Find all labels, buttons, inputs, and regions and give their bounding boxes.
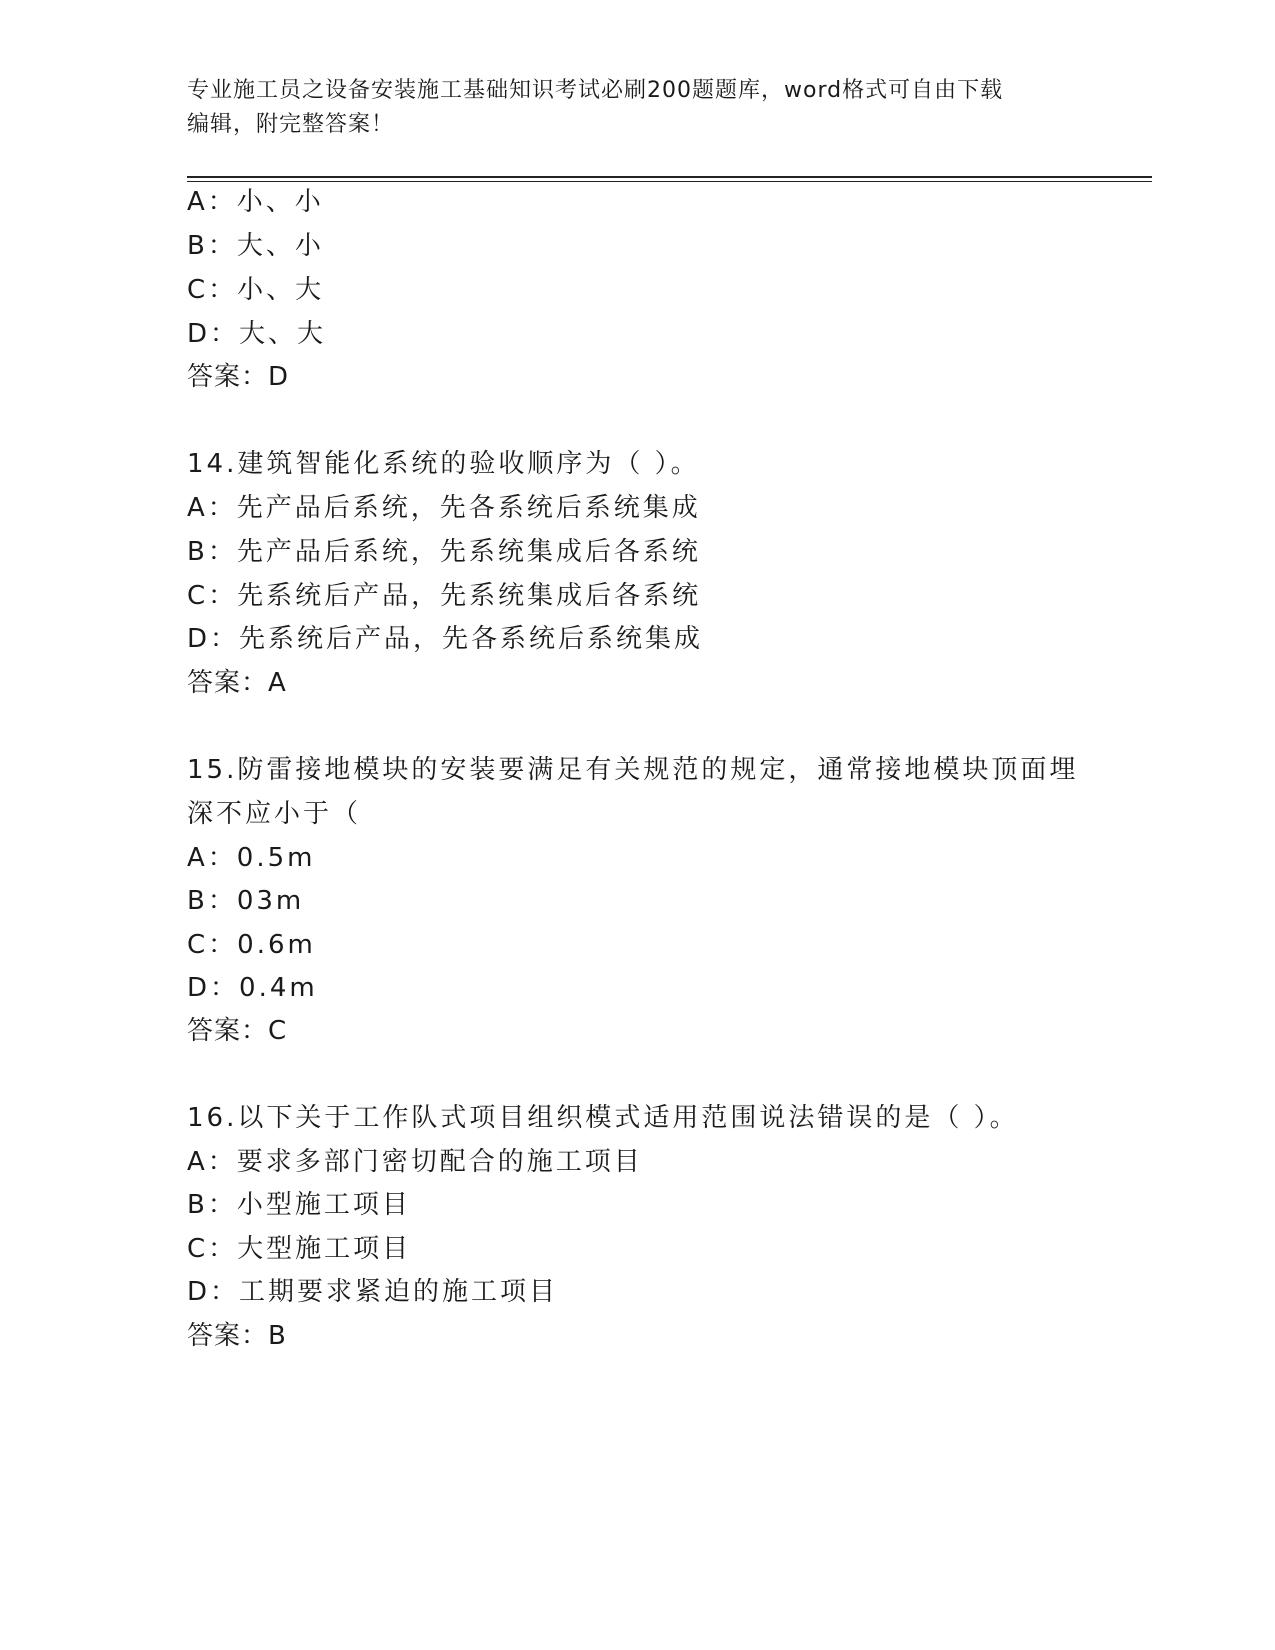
q14-option-a: A：先产品后系统，先各系统后系统集成	[187, 493, 701, 523]
q15-stem-line-1: 15.防雷接地模块的安装要满足有关规范的规定，通常接地模块顶面埋	[187, 755, 1079, 785]
q16-stem: 16.以下关于工作队式项目组织模式适用范围说法错误的是（ ）。	[187, 1103, 1019, 1133]
q16-option-a: A：要求多部门密切配合的施工项目	[187, 1147, 643, 1177]
q15-stem-line-2: 深不应小于（	[187, 799, 362, 829]
q15-option-c: C：0.6m	[187, 930, 316, 960]
q14-option-c: C：先系统后产品，先系统集成后各系统	[187, 581, 702, 611]
q13-option-c: C：小、大	[187, 275, 325, 305]
header-title-line-1: 专业施工员之设备安装施工基础知识考试必刷200题题库，word格式可自由下载	[187, 78, 1004, 103]
q13-answer: 答案：D	[187, 362, 290, 392]
q14-answer: 答案：A	[187, 668, 287, 698]
q14-option-b: B：先产品后系统，先系统集成后各系统	[187, 537, 701, 567]
q15-answer: 答案：C	[187, 1016, 288, 1046]
q15-option-d: D：0.4m	[187, 973, 318, 1003]
header-title-line-2: 编辑，附完整答案！	[187, 112, 395, 137]
q16-option-b: B：小型施工项目	[187, 1190, 411, 1220]
q16-option-d: D：工期要求紧迫的施工项目	[187, 1277, 559, 1307]
q13-option-d: D：大、大	[187, 319, 327, 349]
q15-option-a: A：0.5m	[187, 843, 316, 873]
q14-option-d: D：先系统后产品，先各系统后系统集成	[187, 624, 704, 654]
q16-answer: 答案：B	[187, 1321, 287, 1351]
q16-option-c: C：大型施工项目	[187, 1234, 412, 1264]
q13-option-b: B：大、小	[187, 231, 324, 261]
header-divider-thick	[187, 176, 1152, 178]
document-header	[187, 74, 1087, 142]
q14-stem: 14.建筑智能化系统的验收顺序为（ ）。	[187, 449, 700, 479]
q13-option-a: A：小、小	[187, 187, 324, 217]
q15-option-b: B：03m	[187, 886, 305, 916]
header-divider-thin	[187, 181, 1152, 182]
